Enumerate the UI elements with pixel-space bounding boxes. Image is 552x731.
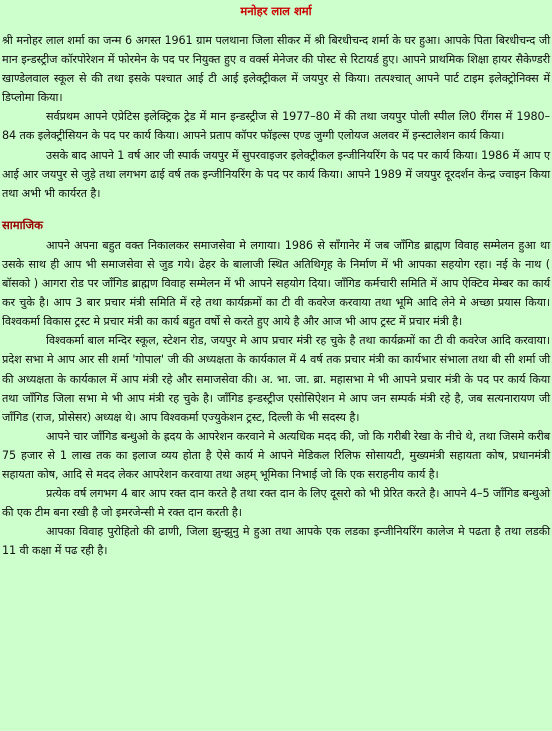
social-paragraph-4: प्रत्येक वर्ष लगभग 4 बार आप रक्त दान करते है तथा रक्त दान के लिए दूसरो को भी प्रेरित करते है। आपने 4–5 जॉंगिड बन्धुओ की एक टीम बना रखी है जो इमरजेन्सी मे रक्त दान करती है।: [2, 487, 550, 520]
section-heading-social: सामाजिक: [2, 217, 43, 232]
page-title: मनोहर लाल शर्मा: [240, 4, 312, 18]
intro-paragraph-3: उसके बाद आपने 1 वर्ष आर जी स्पार्क जयपुर में सुपरवाइजर इलेक्ट्रीकल इन्जीनियरिंग के पद पर कार्य किया। 1986 में आप ए आई आर जयपुर से जुड़े तथा लगभग ढाई वर्ष तक इन्जीनियरिंग के पद पर कार्य किया। आपने 1989 में जयपुर दूरदर्शन केन्द्र ज्वाइन किया तथा अभी भी कार्यरत है।: [2, 148, 550, 200]
intro-paragraph-2: सर्वप्रथम आपने एप्रेटिस इलेक्ट्रिक ट्रेड में मान इन्डस्ट्रीज से 1977–80 में की तथा जयपुर पोली स्पील लि0 रींगस में 1980–84 तक इलेक्ट्रीसियन के पद पर कार्य किया। आपने प्रताप कॉपर फॉइल्स एण्ड जुग्गी एलोयज अलवर में इन्स्टालेशन कार्य किया।: [2, 110, 550, 143]
social-paragraph-1: आपने अपना बहुत वक्त निकालकर समाजसेवा मे लगाया। 1986 से सॉंगानेर में जब जॉंगिड ब्राह्मण विवाह सम्मेलन हुआ था उसके साथ ही आप भी समाजसेवा से जुड गये। ढेहर के बालाजी स्थित अतिथिगृह के निर्माण में भी आपका सहयोग रहा। नई के नाथ ( बॉसको ) आगरा रोड पर जॉंगिड ब्राह्मण विवाह सम्मेलन में भी आपने सहयोग दिया। जॉंगिड कर्मचारी समिति में आप ऐक्टिव मेम्बर का कार्य कर चुके है। आप 3 बार प्रचार मंत्री समिति में रहे तथा कार्यक्रमों का टी वी कवरेज करवाया तथा भूमि आदि लेने मे अच्छा प्रयास किया। विश्वकर्मा विकास ट्रस्ट मे प्रचार मंत्री का कार्य बहुत वर्षो से करते हुए आये है और आज भी आप ट्रस्ट में प्रचार मंत्री है।: [2, 238, 550, 329]
social-paragraph-3: आपने चार जॉंगिड बन्धुओ के ह्रदय के आपरेशन करवाने मे अत्यधिक मदद की, जो कि गरीबी रेखा के नीचे थे, तथा जिसमे करीब 75 हजार से 1 लाख तक का इलाज व्यय होता है ऐसे कार्य मे आपने मेडिकल रिलिफ सोसायटी, मुख्यमंत्री सहायता कोष, प्रधानमंत्री सहायता कोष, आदि से मदद लेकर आपरेशन करवाया तथा अहम् भूमिका निभाई जो कि एक सराहनीय कार्य है।: [2, 429, 550, 481]
social-paragraph-5: आपका विवाह पुरोहितो की ढाणी, जिला झुन्झुनु मे हुआ तथा आपके एक लडका इन्जीनियरिंग कालेज मे पढता है तथा लडकी 11 वी कक्षा में पढ रही है।: [2, 525, 550, 558]
social-paragraph-2: विश्वकर्मा बाल मन्दिर स्कूल, स्टेशन रोड, जयपुर मे आप प्रचार मंत्री रह चुके है तथा कार्यक्रमों का टी वी कवरेज आदि करवाया। प्रदेश सभा मे आप आर सी शर्मा 'गोपाल' जी की अध्यक्षता के कार्यकाल में 4 वर्ष तक प्रचार मंत्री का कार्यभार संभाला तथा बी सी शर्मा जी की अध्यक्षता के कार्यकाल में आप मंत्री रहे और समाजसेवा की। अ. भा. जा. ब्रा. महासभा मे भी आपने प्रचार मंत्री के पद पर कार्य किया तथा जॉंगिड जिला सभा मे भी आप मंत्री रह चुके है। जॉंगिड इन्डस्ट्रीज एसोसिऐशन मे आप जन सम्पर्क मंत्री रहे है, जब सत्यनारायण जी जॉंगिड (राज, प्रोसेसर) अध्यक्ष थे। आप विश्वकर्मा एज्युकेशन ट्रस्ट, दिल्ली के भी सदस्य है।: [2, 334, 550, 424]
intro-paragraph-1: श्री मनोहर लाल शर्मा का जन्म 6 अगस्त 1961 ग्राम पलथाना जिला सीकर में श्री बिरधीचन्द शर्मा के घर हुआ। आपके पिता बिरधीचन्द जी मान इन्डस्ट्रीज कॉरपोरेशन में फोरमेन के पद पर नियुक्त हुए व वर्क्स मेनेजर की पोस्ट से रिटायर्ड हुए। आपने प्राथमिक शिक्षा हायर सैकेण्डरी खाण्डेलवाल स्कूल से की तथा इसके पश्चात आई टी आई इलेक्ट्रीकल में जयपुर से किया। तत्पश्चात् आपने पार्ट टाइम इलेक्ट्रोनिक्स में डिप्लोमा किया।: [2, 34, 550, 105]
